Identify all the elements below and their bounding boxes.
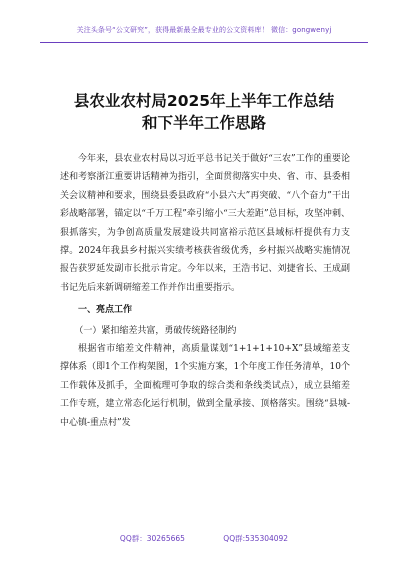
footer-qq-group-2: QQ群:535304092 [223,534,289,543]
title-line-2: 和下半年工作思路 [141,114,266,132]
page-footer [0,533,408,544]
section-heading: 一、亮点工作 [78,305,133,316]
subsection-heading: （一）紧扣缩差共富，勇破传统路径制约 [74,325,237,336]
subsection-paragraph: 根据省市缩差文件精神，高质量谋划“1+1+1+10+X”县域缩差支撑体系（即1个工作构架图，1个实施方案，1个年度工作任务清单，10个工作载体及抓手，全面梳理可争取的综合类和条线类试点），成立县缩差工作专班，建立常态化运行机制，做到全量承接、顶格落实。围绕“县城-中心镇-重点村”发 [60,344,350,428]
header-divider [40,42,368,43]
intro-paragraph: 今年来，县农业农村局以习近平总书记关于做好“三农”工作的重要论述和考察浙江重要讲话精神为指引，全面贯彻落实中央、省、市、县委相关会议精神和要求，围绕县委县政府“小县六大”再突破、“八个奋力”干出彩战略部署，锚定以“千万工程”牵引缩小“三大差距”总目标，攻坚冲刺、狠抓落实，为争创高质量发展建设共同富裕示范区县域标杆提供有力支撑。2024年我县乡村振兴实绩考核获省级优秀，乡村振兴战略实施情况报告获罗延发副市长批示肯定。今年以来，王浩书记、刘捷省长、王成副书记先后来新调研缩差工作并作出重要指示。 [60,154,350,293]
document-body [60,150,350,432]
header-promo-text: 关注头条号“公文研究”，获得最新最全最专业的公文资料库！ 微信：gongwenyj [76,26,332,34]
footer-qq-group-1: QQ群：30265665 [119,534,185,543]
document-title [40,90,368,134]
page-header [0,0,408,62]
title-line-1: 县农业农村局2025年上半年工作总结 [73,92,335,110]
